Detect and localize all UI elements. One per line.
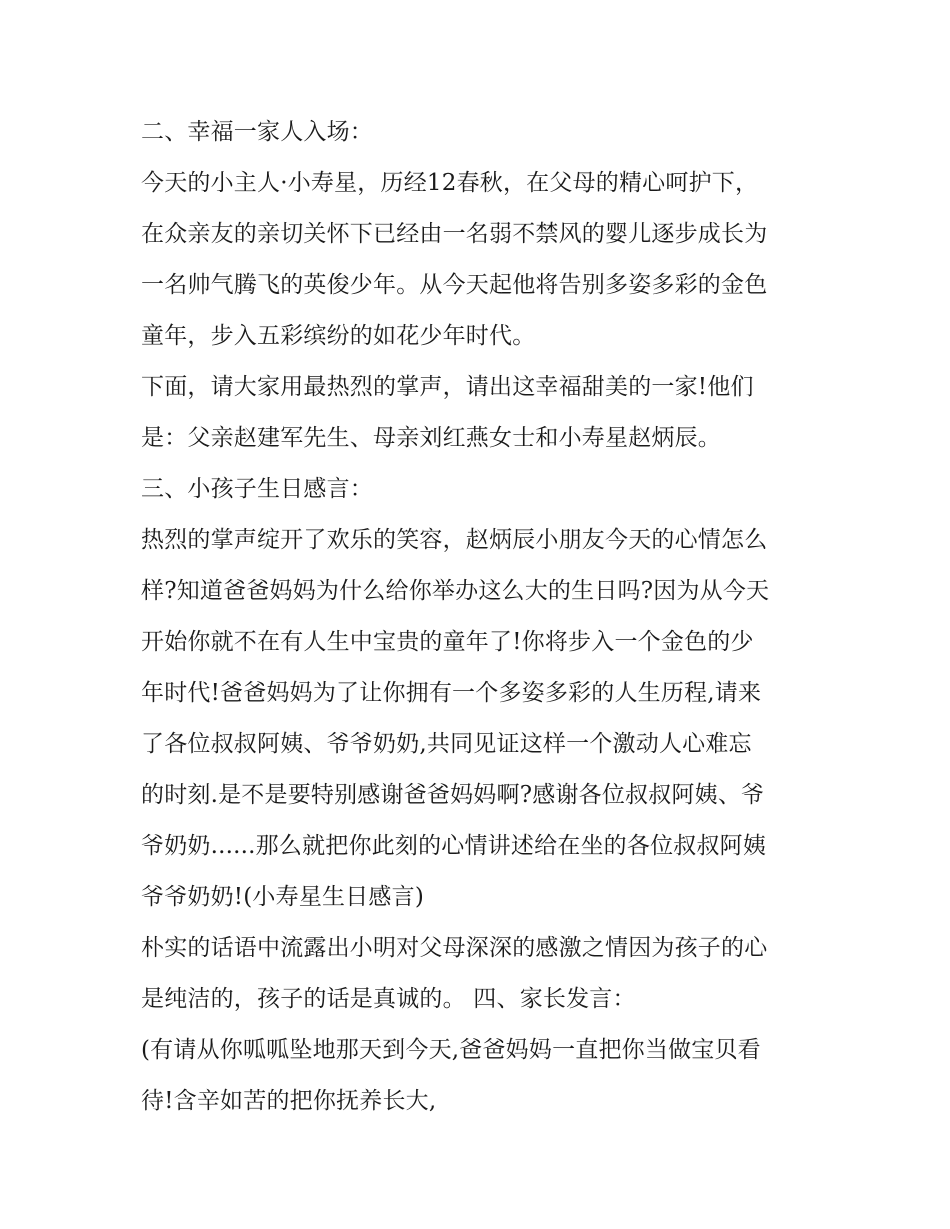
text-line: 开始你就不在有人生中宝贵的童年了!你将步入一个金色的少 (141, 629, 754, 655)
text-line: 在众亲友的亲切关怀下已经由一名弱不禁风的婴儿逐步成长为 (141, 221, 768, 247)
text-line: 热烈的掌声绽开了欢乐的笑容，赵炳辰小朋友今天的心情怎么 (141, 527, 768, 553)
text-line: 下面，请大家用最热烈的掌声，请出这幸福甜美的一家!他们 (141, 374, 754, 400)
text-line: 待!含辛如苦的把你抚养长大, (141, 1088, 437, 1114)
text-line: 一名帅气腾飞的英俊少年。从今天起他将告别多姿多彩的金色 (141, 272, 768, 298)
text-line: 样?知道爸爸妈妈为什么给你举办这么大的生日吗?因为从今天 (141, 578, 770, 604)
text-line: 是：父亲赵建军先生、母亲刘红燕女士和小寿星赵炳辰。 (141, 425, 721, 451)
text-line: 是纯洁的，孩子的话是真诚的。 四、家长发言： (141, 986, 636, 1012)
document-body (141, 107, 821, 1127)
section-heading-child-speech: 三、小孩子生日感言： (141, 476, 373, 502)
text-line: 的时刻.是不是要特别感谢爸爸妈妈啊?感谢各位叔叔阿姨、爷 (141, 782, 765, 808)
text-line: 了各位叔叔阿姨、爷爷奶奶,共同见证这样一个激动人心难忘 (141, 731, 752, 757)
text-line: 年时代!爸爸妈妈为了让你拥有一个多姿多彩的人生历程,请来 (141, 680, 762, 706)
text-line: 爷爷奶奶!(小寿星生日感言) (141, 884, 424, 910)
text-line: 爷奶奶......那么就把你此刻的心情讲述给在坐的各位叔叔阿姨 (141, 833, 767, 859)
text-line: 朴实的话语中流露出小明对父母深深的感激之情因为孩子的心 (141, 935, 768, 961)
text-line: (有请从你呱呱坠地那天到今天,爸爸妈妈一直把你当做宝贝看 (141, 1037, 761, 1063)
text-line: 今天的小主人·小寿星，历经12春秋，在父母的精心呵护下， (141, 170, 759, 196)
section-heading-family-entrance: 二、幸福一家人入场： (141, 119, 373, 145)
text-line: 童年，步入五彩缤纷的如花少年时代。 (141, 323, 536, 349)
